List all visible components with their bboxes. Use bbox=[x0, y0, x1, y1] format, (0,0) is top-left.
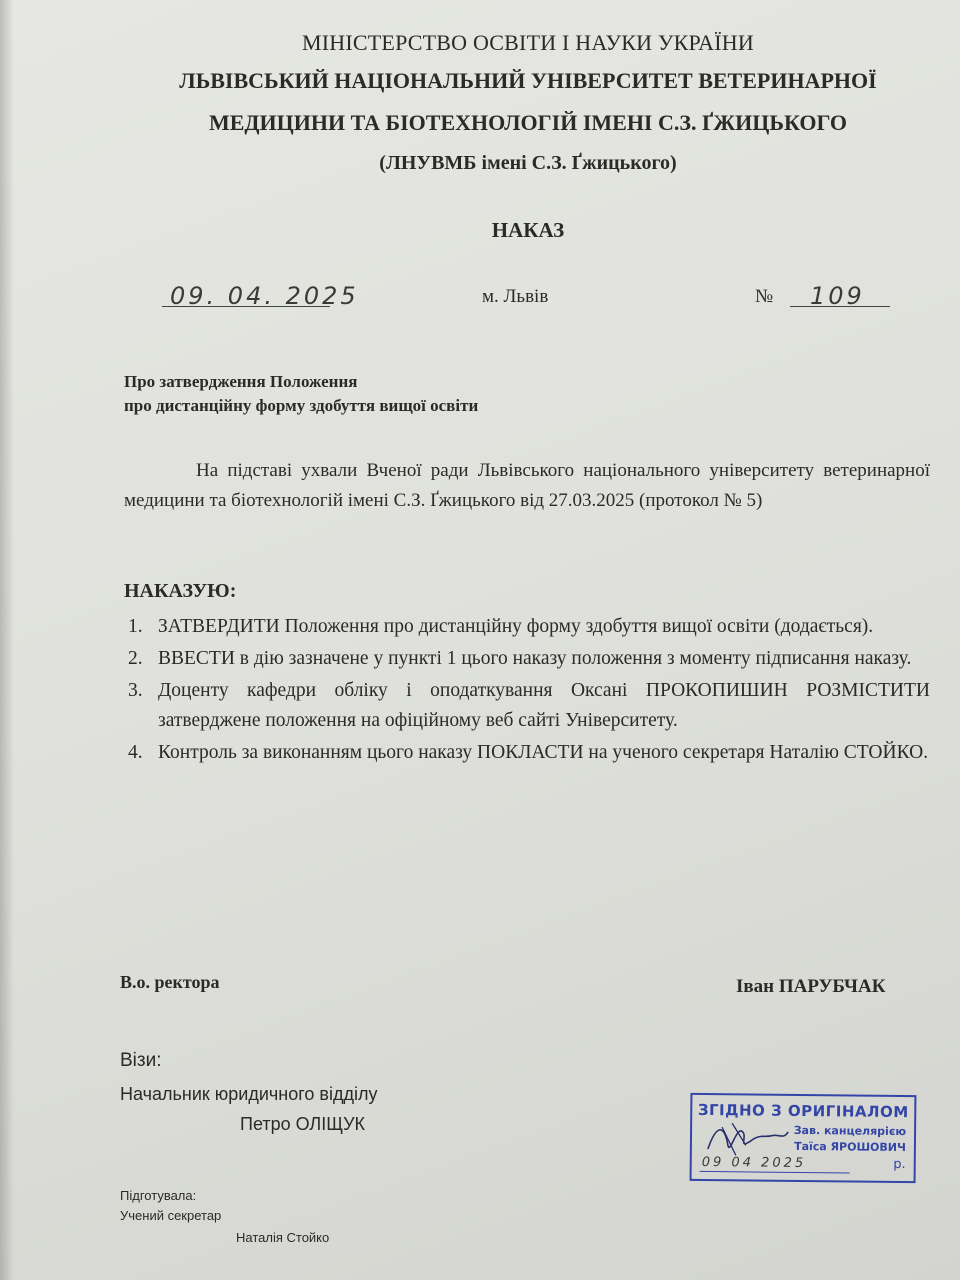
ministry-header: МІНІСТЕРСТВО ОСВІТИ І НАУКИ УКРАЇНИ bbox=[302, 30, 754, 55]
order-number: 109 bbox=[810, 282, 865, 310]
prepared-by-label: Підготувала: bbox=[120, 1188, 197, 1203]
stamp-date: 09 04 2025 bbox=[701, 1154, 807, 1172]
list-item bbox=[124, 644, 930, 674]
order-subject bbox=[124, 370, 478, 418]
university-name-line1: ЛЬВІВСЬКИЙ НАЦІОНАЛЬНИЙ УНІВЕРСИТЕТ ВЕТЕРИНАРНОЇ bbox=[179, 68, 877, 93]
list-item bbox=[124, 612, 930, 642]
stamp-position: Зав. канцелярією bbox=[793, 1123, 907, 1139]
visa-name: Петро ОЛІЩУК bbox=[240, 1114, 366, 1134]
item-number: 2. bbox=[128, 648, 143, 669]
order-heading: НАКАЗУЮ: bbox=[124, 580, 237, 602]
list-item bbox=[124, 738, 930, 768]
prepared-by-position: Учений секретар bbox=[120, 1208, 222, 1223]
list-item bbox=[124, 676, 930, 736]
item-number: 4. bbox=[128, 742, 143, 763]
handwritten-signature-icon bbox=[702, 1115, 792, 1160]
university-name-line2: МЕДИЦИНИ ТА БІОТЕХНОЛОГІЙ ІМЕНІ С.З. ҐЖИЦЬКОГО bbox=[208, 110, 848, 135]
order-city: м. Львів bbox=[482, 286, 549, 307]
prepared-by-name: Наталія Стойко bbox=[236, 1230, 330, 1245]
signatory-role: В.о. ректора bbox=[120, 972, 220, 992]
page-edge-shadow bbox=[0, 0, 14, 1280]
visas-label: Візи: bbox=[120, 1050, 162, 1071]
certification-stamp bbox=[690, 1093, 917, 1183]
order-date: 09. 04. 2025 bbox=[170, 282, 359, 310]
basis-paragraph: На підставі ухвали Вченої ради Львівського національного університету ветеринарної медицини та біотехнологій імені С.З. Ґжицького від 27.03.2025 (протокол № 5) bbox=[124, 460, 930, 511]
subject-line-1: Про затвердження Положення bbox=[124, 372, 358, 391]
document-title: НАКАЗ bbox=[491, 218, 565, 242]
item-text: Контроль за виконанням цього наказу ПОКЛАСТИ на ученого секретаря Наталію СТОЙКО. bbox=[158, 742, 929, 763]
item-number: 3. bbox=[128, 680, 143, 701]
stamp-title: ЗГІДНО З ОРИГІНАЛОМ bbox=[697, 1100, 909, 1122]
stamp-year-suffix: р. bbox=[893, 1156, 906, 1173]
order-items-list bbox=[124, 612, 930, 770]
item-text: Доценту кафедри обліку і оподаткування Оксані ПРОКОПИШИН РОЗМІСТИТИ затверджене положення на офіційному веб сайті Університету. bbox=[158, 680, 930, 731]
signatory-name: Іван ПАРУБЧАК bbox=[736, 976, 886, 997]
stamp-name: Таїса ЯРОШОВИЧ bbox=[794, 1139, 906, 1155]
number-sign: № bbox=[755, 286, 774, 307]
university-abbreviation: (ЛНУВМБ імені С.З. Ґжицького) bbox=[379, 152, 677, 174]
item-text: ЗАТВЕРДИТИ Положення про дистанційну форму здобуття вищої освіти (додається). bbox=[158, 616, 874, 637]
subject-line-2: про дистанційну форму здобуття вищої освіти bbox=[124, 396, 479, 415]
item-text: ВВЕСТИ в дію зазначене у пункті 1 цього наказу положення з моменту підписання наказу. bbox=[158, 648, 912, 669]
visa-position: Начальник юридичного відділу bbox=[120, 1084, 378, 1104]
item-number: 1. bbox=[128, 616, 143, 637]
stamp-date-line bbox=[700, 1171, 850, 1174]
